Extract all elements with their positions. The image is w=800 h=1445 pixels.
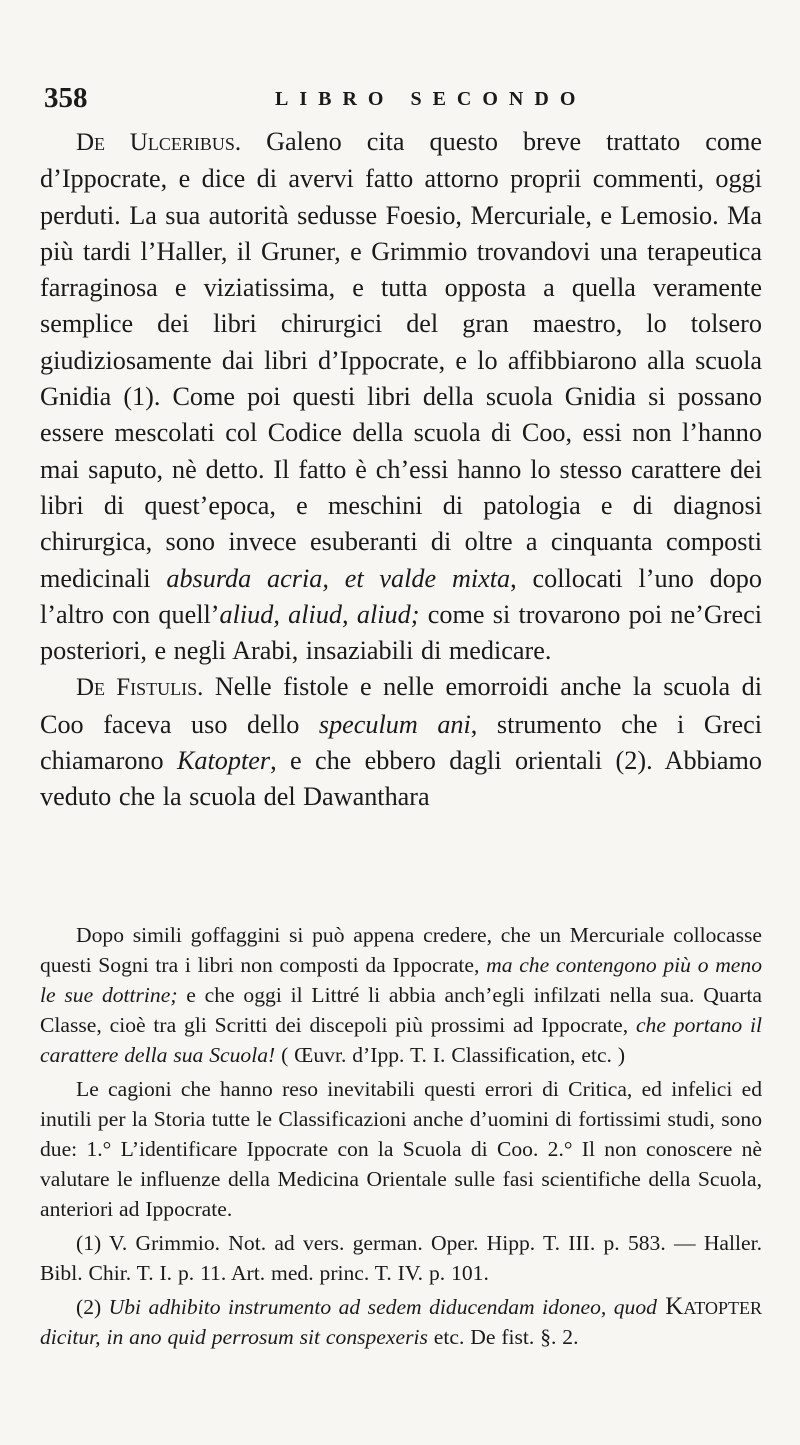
paragraph-text: , strumento che i Greci chiamarono (40, 709, 763, 776)
paragraph-text: , e che ebbero dagli orientali (2). Abbiamo veduto che la scuola del Dawanthara (40, 746, 762, 812)
main-text (40, 124, 762, 816)
running-head: LIBRO SECONDO (275, 88, 587, 110)
footnote-continuation-2: Le cagioni che hanno reso inevitabili questi errori di Critica, ed infelici ed inutili per la Storia tutte le Classificazioni anche d’uomini di fortissimi studi, sono due: 1.° L’identificare Ippocrate con la Scuola di Coo. 2.° Il non conoscere nè valutare le influenze della Medicina Orientale sulle fasi scientifiche della Scuola, anteriori ad Ippocrate. (40, 1076, 762, 1221)
footnote-continuation: Dopo simili goffaggini si può appena credere, che un Mercuriale collocasse questi Sogni tra i libri non composti da Ippocrate, ma che contengono più o meno le sue dottrine; e che oggi il Littré li abbia anch’egli infilzati nella sua. Quarta Classe, cioè tra gli Scritti dei discepoli più prossimi ad Ippocrate, che portano il carattere della sua Scuola! ( Œuvr. d’Ipp. T. I. Classification, etc. ) (40, 922, 762, 1067)
paragraph-de-fistulis (40, 669, 762, 815)
quote: che portano il carattere della sua Scuola! (40, 1012, 762, 1067)
greek-term: Katopter (176, 746, 271, 776)
footnote-2: (2) Ubi adhibito instrumento ad sedem diducendam idoneo, quod Katopter dicitur, in ano quid perrosum sit conspexeris etc. De fist. §. 2. (40, 1292, 763, 1349)
paragraph-text: Galeno cita questo breve trattato come d’Ippocrate, e dice di avervi fatto attorno proprii commenti, oggi perduti. La sua autorità sedusse Foesio, Mercuriale, e Lemosio. Ma più tardi l’Haller, il Gruner, e Grimmio trovandovi una terapeutica farraginosa e viziatissima, e tutta opposta a quella veramente semplice dei libri chirurgici del gran maestro, lo tolsero giudiziosamente dai libri d’Ippocrate, e lo affibbiarono alla scuola Gnidia (1). Come poi questi libri della scuola Gnidia si possano essere mescolati col Codice della scuola di Coo, essi non l’hanno mai saputo, nè detto. Il fatto è ch’essi hanno lo stesso carattere dei libri di quest’epoca, e meschini di patologia e di diagnosi chirurgica, sono invece esuberanti di oltre a cinquanta composti medicinali (40, 127, 762, 593)
page-header (40, 82, 762, 122)
quote: ma che contengono più o meno le sue dottrine; (40, 952, 762, 1007)
page-number: 358 (44, 82, 88, 114)
latin-quote: absurda acria, et valde mixta (166, 563, 511, 593)
paragraph-text: come si trovarono poi ne’Greci posteriori, e negli Arabi, insaziabili di medicare. (40, 599, 763, 666)
footnotes (40, 920, 762, 1352)
paragraph-de-ulceribus (40, 124, 762, 669)
latin-quote: aliud, aliud, aliud; (219, 599, 420, 629)
latin-quote: dicitur, in ano quid perrosum sit conspexeris (40, 1324, 428, 1349)
section-heading: De Fistulis. (76, 674, 204, 702)
footnote-1: (1) V. Grimmio. Not. ad vers. german. Oper. Hipp. T. III. p. 583. — Haller. Bibl. Chir. T. I. p. 11. Art. med. princ. T. IV. p. 101. (40, 1230, 762, 1285)
paragraph-text: Nelle fistole e nelle emorroidi anche la scuola di Coo faceva uso dello (40, 672, 762, 739)
latin-quote: Ubi adhibito instrumento ad sedem diducendam idoneo, quod (108, 1294, 657, 1319)
latin-term: speculum ani (318, 709, 471, 739)
paragraph-text: , collocati l’uno dopo l’altro con quell’ (40, 563, 762, 629)
katopter-term: Katopter (656, 1292, 763, 1320)
section-heading: De Ulceribus. (76, 129, 242, 156)
